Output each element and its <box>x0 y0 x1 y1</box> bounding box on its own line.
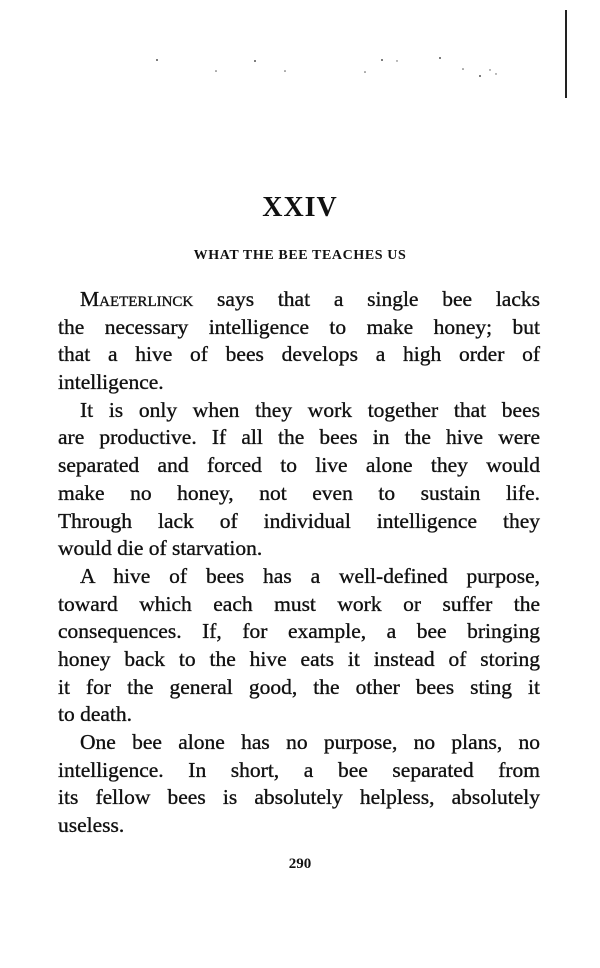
lead-word: Maeterlinck <box>80 287 194 311</box>
text-line: toward which each must work or suffer the <box>58 591 540 616</box>
chapter-number: XXIV <box>262 192 338 223</box>
text-line: to death. <box>58 702 133 727</box>
text-line: it for the general good, the other bees sting it <box>58 674 540 699</box>
text-span: says that a single bee lacks <box>193 287 540 311</box>
scan-specks <box>0 0 600 110</box>
text-line: that a hive of bees develops a high order of <box>58 342 540 367</box>
text-line: the necessary intelligence to make honey; but <box>58 314 540 339</box>
paragraph <box>58 563 540 729</box>
paragraph <box>58 286 540 397</box>
text-line: It is only when they work together that bees <box>80 397 540 422</box>
text-line: consequences. If, for example, a bee bringing <box>58 619 540 644</box>
text-line: make no honey, not even to sustain life. <box>58 480 540 505</box>
text-line: its fellow bees is absolutely helpless, absolutely <box>58 785 540 810</box>
paragraph <box>58 729 540 840</box>
text-line: Through lack of individual intelligence they <box>58 508 540 533</box>
text-line: intelligence. In short, a bee separated from <box>58 757 540 782</box>
text-line: would die of starvation. <box>58 536 263 561</box>
text-line: honey back to the hive eats it instead of storing <box>58 646 540 671</box>
body-text <box>58 286 540 840</box>
text-line: useless. <box>58 813 125 838</box>
text-line <box>58 286 540 314</box>
text-line: intelligence. <box>58 370 164 395</box>
text-line: A hive of bees has a well-defined purpose, <box>80 563 540 588</box>
text-line: One bee alone has no purpose, no plans, no <box>80 730 540 754</box>
text-line: separated and forced to live alone they would <box>58 453 540 478</box>
paragraph <box>58 397 540 563</box>
text-line: are productive. If all the bees in the hive were <box>58 425 540 450</box>
page-number: 290 <box>288 856 312 872</box>
chapter-title: WHAT THE BEE TEACHES US <box>193 248 407 263</box>
